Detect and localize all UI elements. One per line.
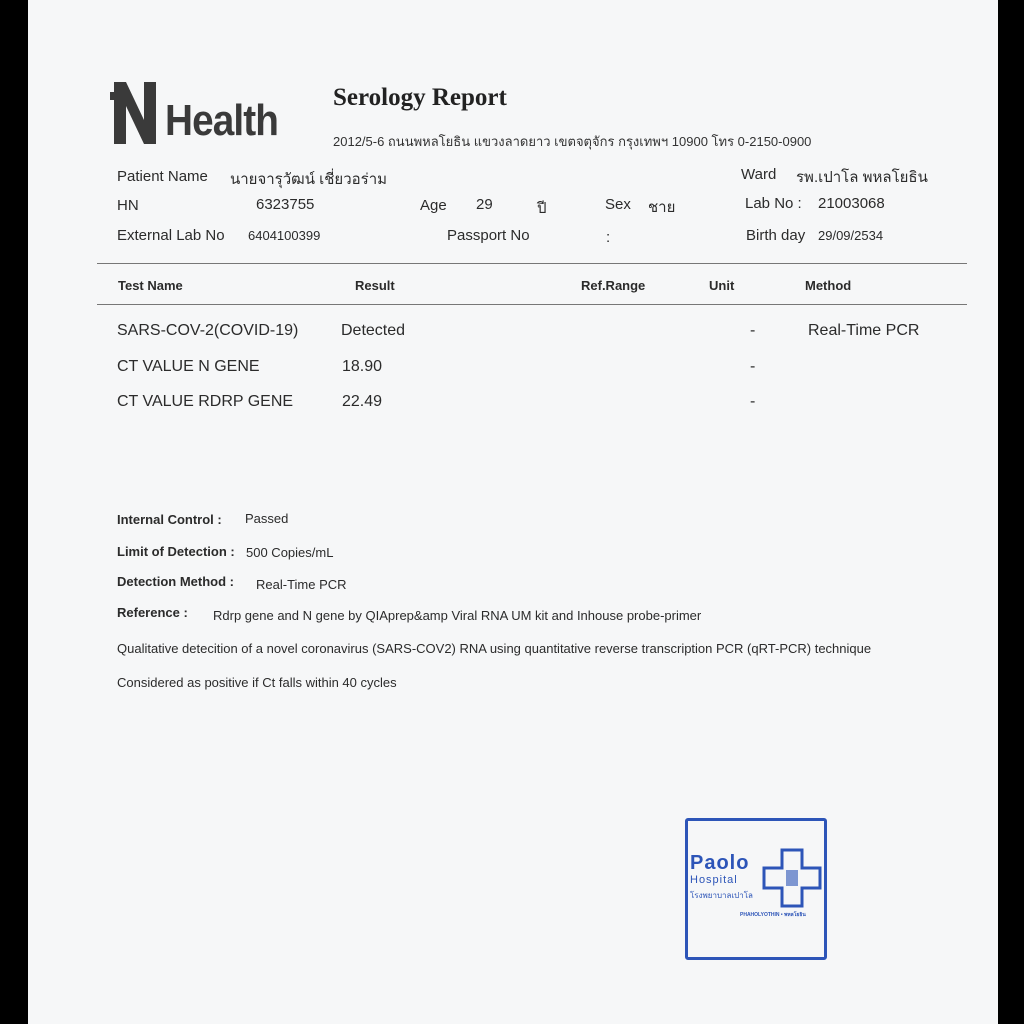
internal-control-value: Passed	[245, 511, 289, 526]
birthday-label: Birth day	[746, 227, 806, 244]
table-row-unit: -	[750, 322, 756, 339]
sex-value: ชาย	[648, 199, 676, 216]
patient-name-label: Patient Name	[117, 168, 208, 185]
internal-control-label: Internal Control :	[117, 512, 222, 527]
col-header-unit: Unit	[709, 278, 735, 293]
passport-value: :	[606, 229, 611, 246]
hn-value: 6323755	[256, 196, 315, 213]
col-header-ref-range: Ref.Range	[581, 278, 646, 293]
reference-value: Rdrp gene and N gene by QIAprep&amp Viral RNA UM kit and Inhouse probe-primer	[213, 608, 702, 623]
table-row-test: CT VALUE RDRP GENE	[117, 393, 294, 410]
reference-label: Reference :	[117, 605, 188, 620]
hospital-address: 2012/5-6 ถนนพหลโยธิน แขวงลาดยาว เขตจตุจักร กรุงเทพฯ 10900 โทร 0-2150-0900	[333, 134, 812, 149]
limit-of-detection-label: Limit of Detection :	[117, 544, 235, 559]
n-cross-logo-icon	[110, 80, 160, 146]
ward-label: Ward	[741, 166, 777, 183]
table-top-rule	[97, 263, 967, 264]
ward-value: รพ.เปาโล พหลโยธิน	[796, 169, 928, 186]
table-row-test: CT VALUE N GENE	[117, 358, 260, 375]
stamp-line1: Paolo	[690, 852, 750, 874]
stamp-cross-icon	[762, 848, 822, 908]
col-header-result: Result	[355, 278, 395, 293]
sex-label: Sex	[605, 196, 631, 213]
table-header-rule	[97, 304, 967, 305]
logo-text: Health	[165, 96, 279, 145]
age-unit: ปี	[537, 200, 547, 217]
lab-no-value: 21003068	[818, 195, 885, 212]
qualitative-note: Qualitative detecition of a novel coronavirus (SARS-COV2) RNA using quantitative reverse transcription PCR (qRT-PCR) technique	[117, 641, 872, 656]
table-row-unit: -	[750, 358, 756, 375]
considered-note: Considered as positive if Ct falls within 40 cycles	[117, 675, 397, 690]
external-lab-value: 6404100399	[248, 228, 321, 243]
table-row-method: Real-Time PCR	[808, 322, 920, 339]
age-label: Age	[420, 197, 447, 214]
stamp-line4: PHAHOLYOTHIN • พหลโยธิน	[740, 912, 806, 918]
patient-name-value: นายจารุวัฒน์ เชี่ยวอร่าม	[230, 171, 388, 188]
table-row-result: 22.49	[342, 393, 383, 410]
table-row-result: Detected	[341, 322, 406, 339]
table-row-test: SARS-COV-2(COVID-19)	[117, 322, 299, 339]
col-header-method: Method	[805, 278, 852, 293]
health-logo	[110, 80, 279, 150]
limit-of-detection-value: 500 Copies/mL	[246, 545, 334, 560]
table-row-unit: -	[750, 393, 756, 410]
detection-method-label: Detection Method :	[117, 574, 234, 589]
birthday-value: 29/09/2534	[818, 228, 884, 243]
stamp-line3: โรงพยาบาลเปาโล	[690, 891, 753, 900]
external-lab-label: External Lab No	[117, 227, 225, 244]
table-row-result: 18.90	[342, 358, 383, 375]
report-title: Serology Report	[333, 84, 507, 111]
hn-label: HN	[117, 197, 139, 214]
stamp-line2: Hospital	[690, 874, 738, 886]
col-header-test-name: Test Name	[118, 278, 183, 293]
detection-method-value: Real-Time PCR	[256, 577, 347, 592]
passport-label: Passport No	[447, 227, 530, 244]
lab-no-label: Lab No :	[745, 195, 802, 212]
age-value: 29	[476, 196, 493, 213]
